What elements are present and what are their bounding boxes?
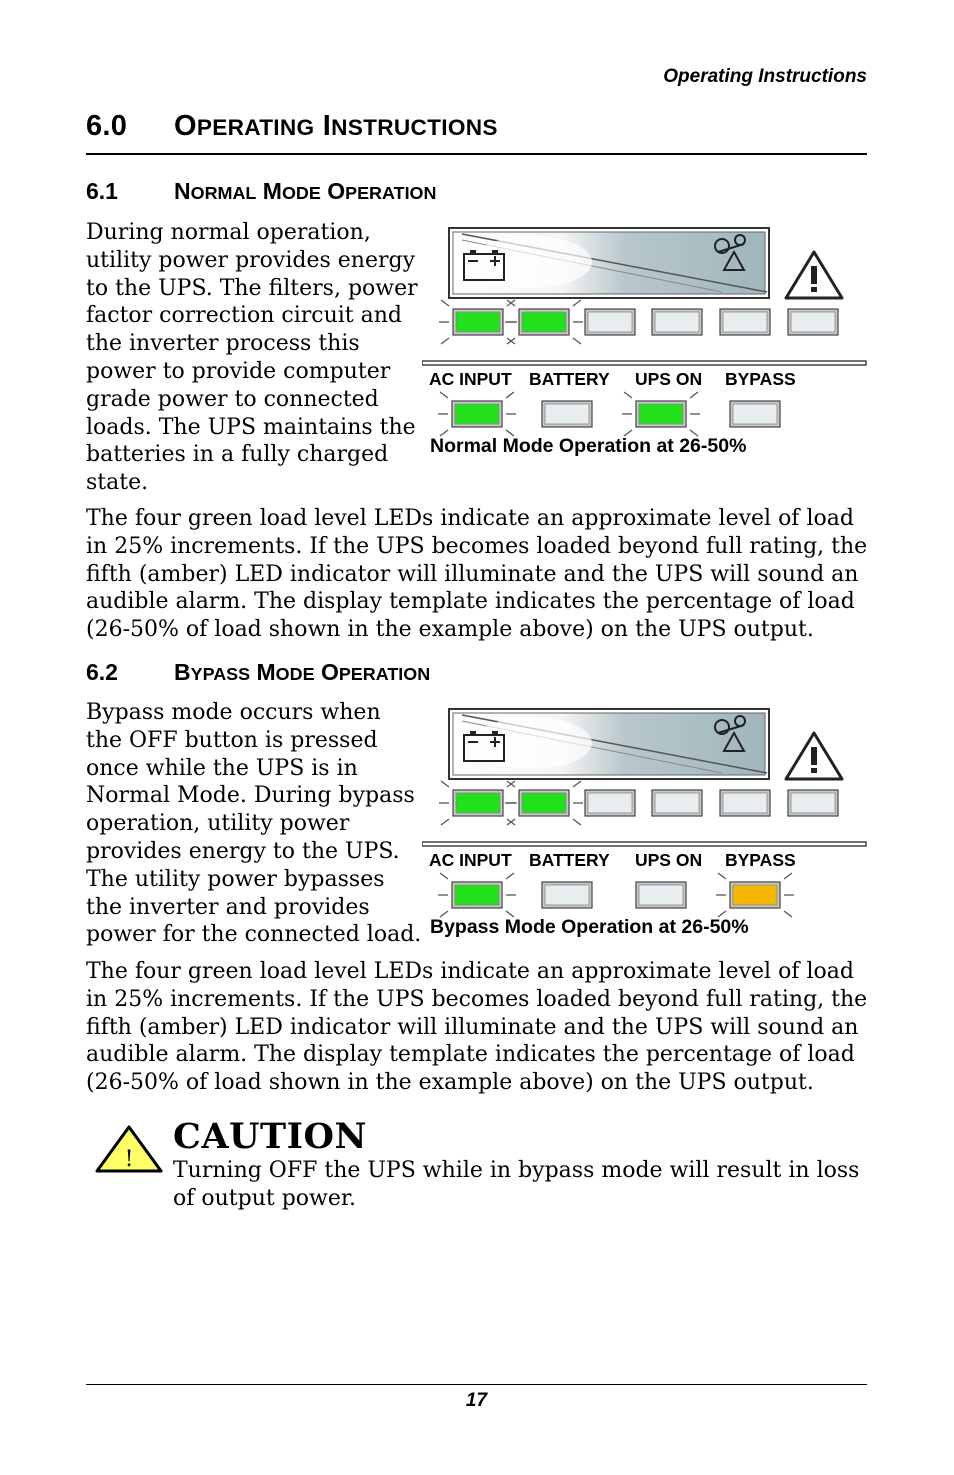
load-led-6 [791,793,835,813]
load-led-1 [456,312,500,332]
load-led-2 [522,312,566,332]
ac-input-led [455,404,499,424]
led-glow-ray [440,392,448,398]
section-6-2-body: The four green load level LEDs indicate an approximate level of load in 25% increments. If the UPS becomes loaded beyond full rating, the fifth (amber) LED indicator will illuminate and the UPS will sound an audible alarm. The display template indicates the percentage of load (26-50% of load shown in the example above) on the UPS output. [86,959,868,1096]
load-level-leds [439,781,838,825]
bypass-mode-figure [422,707,868,967]
label-bypass: BYPASS [725,369,796,389]
alarm-triangle-icon [786,252,842,298]
label-battery: BATTERY [529,850,610,870]
led-glow-ray [573,819,581,825]
label-ups-on: UPS ON [635,850,703,870]
section-6-2-intro: Bypass mode occurs when the OFF button is pressed once while the UPS is in Normal Mode. During bypass operation, utility power provides energy to the UPS. The utility power bypasses the inverter and provides power for the connected load. [86,700,422,948]
battery-led [545,404,589,424]
ac-input-led [455,885,499,905]
led-glow-ray [506,392,514,398]
running-head: Operating Instructions [663,66,867,87]
label-ups-on: UPS ON [635,369,703,389]
caution-text: Turning OFF the UPS while in bypass mode will result in loss of output power. [173,1158,860,1211]
load-led-5 [723,312,767,332]
led-glow-ray [624,392,632,398]
ups-on-led [639,885,683,905]
load-level-leds [439,300,838,344]
chapter-rule [86,153,867,155]
led-glow-ray [506,873,514,879]
label-battery: BATTERY [529,369,610,389]
section-heading-6-1 [86,178,436,205]
section-6-1-body: The four green load level LEDs indicate an approximate level of load in 25% increments. If the UPS becomes loaded beyond full rating, the fifth (amber) LED indicator will illuminate and the UPS will sound an audible alarm. The display template indicates the percentage of load (26-50% of load shown in the example above) on the UPS output. [86,506,868,643]
panel-divider [422,361,866,365]
section-heading-6-2 [86,659,430,686]
load-led-3 [588,793,632,813]
load-led-6 [791,312,835,332]
page-number: 17 [465,1390,488,1411]
led-glow-ray [441,300,449,306]
warning-triangle-icon [94,1124,164,1179]
led-glow-ray [690,392,698,398]
bypass-led [733,404,777,424]
status-leds [438,392,780,436]
panel-divider [422,842,866,846]
load-led-4 [655,793,699,813]
load-led-4 [655,312,699,332]
led-glow-ray [784,911,792,917]
alarm-triangle-icon [786,733,842,779]
load-led-3 [588,312,632,332]
figure-caption: Normal Mode Operation at 26-50% [430,435,747,457]
footer-rule [86,1384,867,1385]
caution-title: CAUTION [173,1116,367,1157]
load-led-2 [522,793,566,813]
section-number: 6.2 [86,659,118,685]
led-glow-ray [573,300,581,306]
label-ac-input: AC INPUT [429,850,512,870]
normal-mode-figure [422,226,868,486]
load-led-5 [723,793,767,813]
figure-caption: Bypass Mode Operation at 26-50% [430,916,749,938]
led-glow-ray [440,873,448,879]
led-glow-ray [441,781,449,787]
led-glow-ray [573,781,581,787]
section-title: BYPASS MODE OPERATION [174,659,431,685]
bypass-led [733,885,777,905]
status-leds [438,873,794,917]
section-title: NORMAL MODE OPERATION [174,178,437,204]
svg-text:!: ! [124,1147,134,1172]
led-glow-ray [718,873,726,879]
section-6-1-intro: During normal operation, utility power provides energy to the UPS. The filters, power factor correction circuit and the inverter process this power to provide computer grade power to connected loads. The UPS maintains the batteries in a fully charged state. [86,220,418,496]
load-led-1 [456,793,500,813]
chapter-title: OPERATING INSTRUCTIONS [174,110,498,142]
section-number: 6.1 [86,178,118,204]
led-glow-ray [573,338,581,344]
ups-on-led [639,404,683,424]
led-glow-ray [784,873,792,879]
chapter-heading [86,110,498,143]
label-bypass: BYPASS [725,850,796,870]
label-ac-input: AC INPUT [429,369,512,389]
led-glow-ray [441,819,449,825]
battery-led [545,885,589,905]
chapter-number: 6.0 [86,110,128,142]
led-glow-ray [441,338,449,344]
